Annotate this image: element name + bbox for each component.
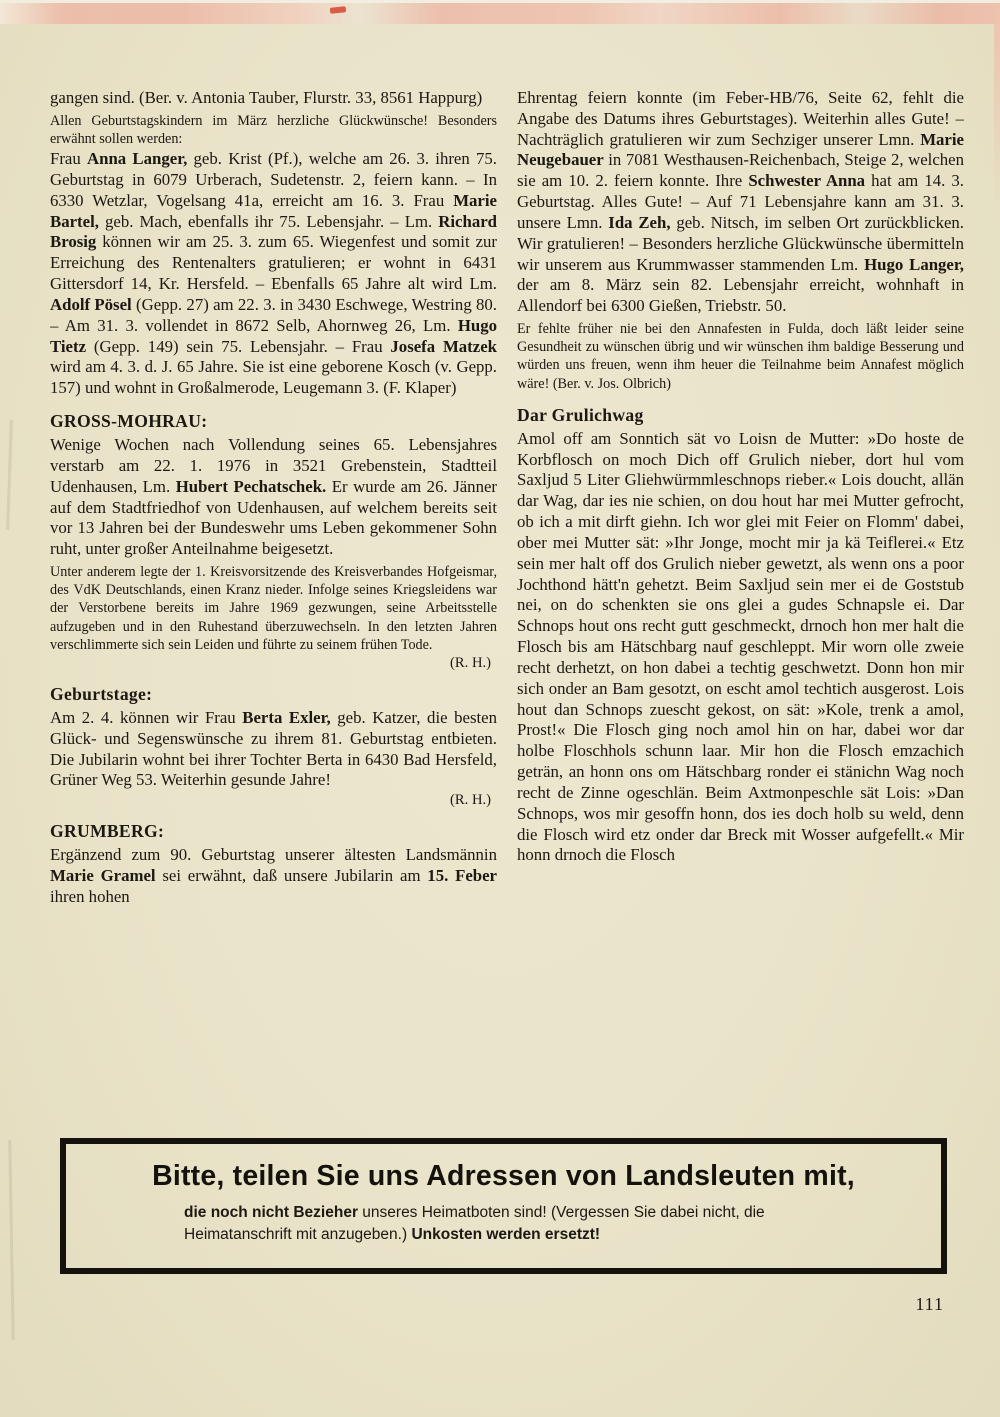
text: (Gepp. 27) am 22. 3. in 3430 Eschwege, Westring 80. – Am 31. 3. vollendet in 8672 Selb, Ahornweg 26, Lm. xyxy=(50,294,497,335)
text: ihren hohen xyxy=(50,886,130,906)
text: geb. Katzer, die besten Glück- und Segenswünsche zu ihrem 81. Geburtstag entbieten. Die Jubilarin wohnt bei ihrer Tochter Berta in 6430 Bad Hersfeld, Grüner Weg 53. Weiterhin gesunde Jahre! xyxy=(50,707,497,790)
paragraph xyxy=(50,792,497,809)
scan-edge-artifact xyxy=(994,24,1000,204)
bold-text: Unkosten werden ersetzt! xyxy=(411,1226,601,1244)
scan-edge-artifact xyxy=(0,0,1000,24)
bold-text: Geburtstage: xyxy=(50,683,153,704)
bold-text: Anna Langer, xyxy=(87,149,188,169)
text: Am 2. 4. können wir Frau xyxy=(50,707,243,727)
scan-streak xyxy=(8,1140,14,1340)
paragraph xyxy=(50,563,497,654)
notice-body xyxy=(102,1202,905,1247)
bold-text: Marie Gramel xyxy=(50,866,156,886)
bold-text: Hugo Langer, xyxy=(864,254,964,274)
bold-text: Marie Neugebauer xyxy=(517,129,964,170)
paragraph xyxy=(517,320,964,393)
section-heading xyxy=(50,684,497,705)
bold-text: GROSS-MOHRAU: xyxy=(50,411,208,432)
bold-text: Schwester Anna xyxy=(748,171,866,191)
text-columns xyxy=(50,88,964,1122)
bold-text: Berta Exler, xyxy=(242,707,331,727)
text: hat am 14. 3. Geburtstag. Alles Gute! – Auf 71 Lebensjahre kann am 31. 3. unsere Lmn. xyxy=(517,171,964,232)
bold-text: Ida Zeh, xyxy=(608,212,671,232)
paragraph xyxy=(50,88,497,109)
scan-streak xyxy=(6,420,13,530)
text: Wenige Wochen nach Vollendung seines 65. Lebensjahres verstarb am 22. 1. 1976 in 3521 Grebenstein, Stadtteil Udenhausen, Lm. xyxy=(50,435,497,496)
paragraph xyxy=(50,112,497,148)
text: (R. H.) xyxy=(450,792,491,809)
text: Ergänzend zum 90. Geburtstag unserer ältesten Landsmännin xyxy=(50,845,497,865)
text: geb. Nitsch, im selben Ort zurückblicken. Wir gratulieren! – Besonders herzliche Glückwünsche übermitteln wir unserem aus Krummwasser stammenden Lm. xyxy=(517,212,964,274)
text: in 7081 Westhausen-Reichenbach, Steige 2, welchen sie am 10. 2. feiern konnte. Ihre xyxy=(517,150,964,191)
bold-text: 15. Feber xyxy=(427,866,497,886)
section-heading xyxy=(517,405,964,426)
bold-text: die noch nicht Bezieher xyxy=(184,1204,358,1221)
text: gangen sind. (Ber. v. Antonia Tauber, Flurstr. 33, 8561 Happurg) xyxy=(50,88,483,107)
text: (R. H.) xyxy=(450,654,491,671)
left-column xyxy=(50,88,497,1122)
text: Frau xyxy=(50,149,88,169)
text: Er fehlte früher nie bei den Annafesten in Fulda, doch läßt leider seine Gesundheit zu wünschen übrig und wir wünschen ihm baldige Besserung und würden uns freuen, wenn ihm heuer die Teilnahme beim Annafest möglich wäre! (Ber. v. Jos. Olbrich) xyxy=(517,321,964,392)
paragraph xyxy=(517,88,964,317)
text: Allen Geburtstagskindern im März herzliche Glückwünsche! Besonders erwähnt sollen werden: xyxy=(50,112,497,147)
bold-text: Dar Grulichwag xyxy=(517,404,644,425)
text: unseres Heimatboten sind! (Vergessen Sie dabei nicht, die Heimatanschrift mit anzugeben.) xyxy=(184,1204,765,1244)
text: sei erwähnt, daß unsere Jubilarin am xyxy=(155,866,428,886)
bold-text: GRUMBERG: xyxy=(50,821,165,842)
notice-headline: Bitte, teilen Sie uns Adressen von Landsleuten mit, xyxy=(152,1160,855,1192)
bold-text: Marie Bartel, xyxy=(50,190,497,231)
text: können wir am 25. 3. zum 65. Wiegenfest und somit zur Erreichung des Rentenalters gratulieren; er wohnt in 6431 Gittersdorf 14, Kr. Hersfeld. – Ebenfalls 65 Jahre alt wird Lm. xyxy=(50,232,497,294)
paragraph xyxy=(50,149,497,399)
page-number: 111 xyxy=(915,1294,944,1314)
text: (Gepp. 149) sein 75. Lebensjahr. – Frau xyxy=(86,336,391,356)
text: wird am 4. 3. d. J. 65 Jahre. Sie ist eine geborene Kosch (v. Gepp. 157) und wohnt in Großalmerode, Leugemann 3. (F. Klaper) xyxy=(50,357,497,398)
text: geb. Krist (Pf.), welche am 26. 3. ihren 75. Geburtstag in 6079 Urberach, Sudetenstr. 2, feiern kann. – In 6330 Wetzlar, Vogelsang 41a, erreicht am 16. 3. Frau xyxy=(50,149,497,210)
text: geb. Mach, ebenfalls ihr 75. Lebensjahr. – Lm. xyxy=(98,211,439,231)
bold-text: Josefa Matzek xyxy=(390,336,497,356)
bold-text: Richard Brosig xyxy=(50,211,497,252)
paragraph xyxy=(50,708,497,791)
text: der am 8. März sein 82. Lebensjahr erreicht, wohnhaft in Allendorf bei 6300 Gießen, Triebstr. 50. xyxy=(517,275,964,316)
bold-text: Hugo Tietz xyxy=(50,315,497,356)
paragraph xyxy=(50,655,497,672)
text: Unter anderem legte der 1. Kreisvorsitzende des Kreisverbandes Hofgeismar, des VdK Deutschlands, einen Kranz nieder. Infolge seines Kriegsleidens war der Verstorbene bereits im Jahre 1969 gezwungen, seine Arbeitsstelle aufzugeben und in den Ruhestand überzuwechseln. In den letzten Jahren verschlimmerte sich sein Leiden und führte zu seinem frühen Tode. xyxy=(50,564,497,653)
paragraph xyxy=(50,435,497,560)
text: Amol off am Sonntich sät vo Loisn de Mutter: »Do hoste de Korbflosch on moch Dich off Grulich nieber, dort hul vom Saxljud 5 Liter Gliehwürmmleschnops rieber.« Lois doucht, allän dar Wag, dar ies nie schien, on dou hout har mei Mutter gefrocht, ob ich a mit dirft giehn. Ich wor glei mit Feier on Flomm' dabei, ober mei Mutter sät: »Ihr Jonge, mocht mir ja kä Teiflerei.« Etz sein mer halt off dos Grulich nieber gewetzt, als wenn ons a poor Jochthond hätt'n gehetzt. Beim Saxljud sein mer ei de Goststub nei, on do schenkten sie ons glei a gudes Schnapsle ei. Dar Schnops hout ons recht gutt geschmeckt, drnoch hon mer halt die Flosch bis am Hätschbarg nauf geschleppt. Mir worn olle zweie recht derhetzt, on hon dabei a techtig geschwetzt. Donn hon mir sich onder an Bam gesotzt, on escht amol techtich ausgerost. Lois hout dan Schnops zuescht gekost, on sät: »Kole, trenk a amol, Prost!« Die Flosch ging noch amol hin on har, dabei wor dar holbe Floschhols schunn laar. Mir hon die Flosch emzachich geträn, an honn ons om Hätschbarg ronder ei stänichn Wag noch recht de Zinne ogeschlän. Beim Axtmonpeschle sät Lois: »Dan Schnops, wos mir gesoffn honn, dos ies doch holb su weld, denn die Flosch wird etz onder dar Breck mit Wosser aufgefellt.« Mir honn drnoch die Flosch xyxy=(517,428,964,865)
bold-text: Hubert Pechatschek. xyxy=(175,476,327,496)
section-heading xyxy=(50,821,497,842)
paragraph xyxy=(517,429,964,866)
text: Er wurde am 26. Jänner auf dem Stadtfriedhof von Udenhausen, auf welchem bereits seit vor 13 Jahren bei der Bundeswehr ums Leben gekommener Sohn ruht, unter großer Anteilnahme beigesetzt. xyxy=(50,476,497,559)
text: Ehrentag feiern konnte (im Feber-HB/76, Seite 62, fehlt die Angabe des Datums ihres Geburtstages). Weiterhin alles Gute! – Nachträglich gratulieren wir zum Sechziger unserer Lmn. xyxy=(517,88,964,149)
bold-text: Adolf Pösel xyxy=(50,294,132,314)
section-heading xyxy=(50,411,497,432)
right-column xyxy=(517,88,964,1122)
paragraph xyxy=(50,845,497,907)
notice-box xyxy=(60,1138,947,1274)
